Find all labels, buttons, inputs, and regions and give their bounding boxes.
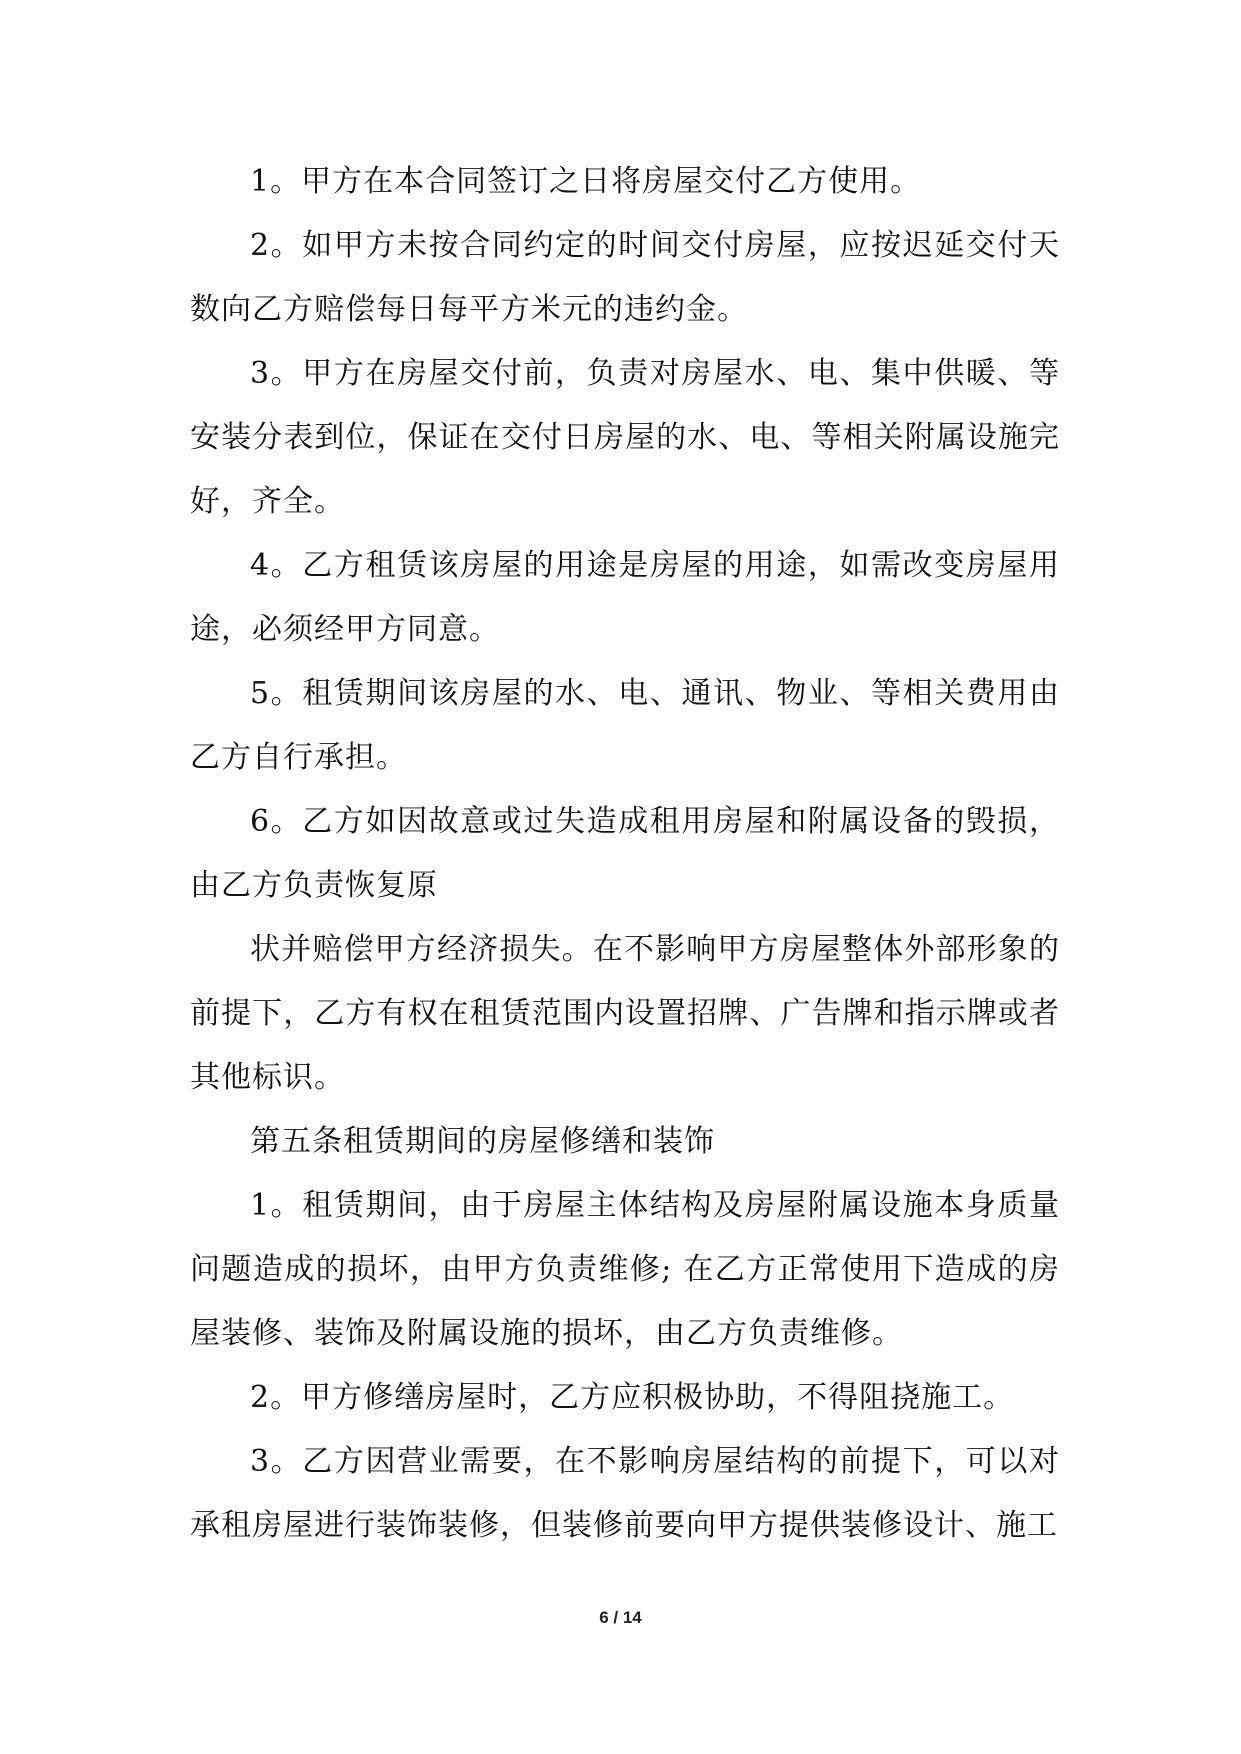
document-body — [190, 150, 1060, 1558]
section-heading: 第五条租赁期间的房屋修缮和装饰 — [250, 1124, 715, 1159]
clause-paragraph: 4。乙方租赁该房屋的用途是房屋的用途，如需改变房屋用途，必须经甲方同意。 — [190, 548, 1060, 647]
clause-paragraph: 1。甲方在本合同签订之日将房屋交付乙方使用。 — [250, 164, 922, 199]
clause-paragraph: 2。如甲方未按合同约定的时间交付房屋，应按迟延交付天数向乙方赔偿每日每平方米元的违约金。 — [190, 228, 1060, 327]
clause-paragraph: 6。乙方如因故意或过失造成租用房屋和附属设备的毁损，由乙方负责恢复原 — [190, 804, 1060, 903]
clause-paragraph: 状并赔偿甲方经济损失。在不影响甲方房屋整体外部形象的前提下，乙方有权在租赁范围内设置招牌、广告牌和指示牌或者其他标识。 — [190, 932, 1060, 1095]
clause-paragraph: 3。乙方因营业需要，在不影响房屋结构的前提下，可以对承租房屋进行装饰装修，但装修前要向甲方提供装修设计、施工 — [190, 1444, 1060, 1543]
clause-paragraph: 2。甲方修缮房屋时，乙方应积极协助，不得阻挠施工。 — [250, 1380, 1015, 1415]
clause-paragraph: 1。租赁期间，由于房屋主体结构及房屋附属设施本身质量问题造成的损坏，由甲方负责维修; 在乙方正常使用下造成的房屋装修、装饰及附属设施的损坏，由乙方负责维修。 — [190, 1188, 1060, 1351]
page-number: 6 / 14 — [599, 1608, 642, 1627]
clause-paragraph: 3。甲方在房屋交付前，负责对房屋水、电、集中供暖、等安装分表到位，保证在交付日房屋的水、电、等相关附属设施完好，齐全。 — [190, 356, 1060, 519]
clause-paragraph: 5。租赁期间该房屋的水、电、通讯、物业、等相关费用由乙方自行承担。 — [190, 676, 1060, 775]
